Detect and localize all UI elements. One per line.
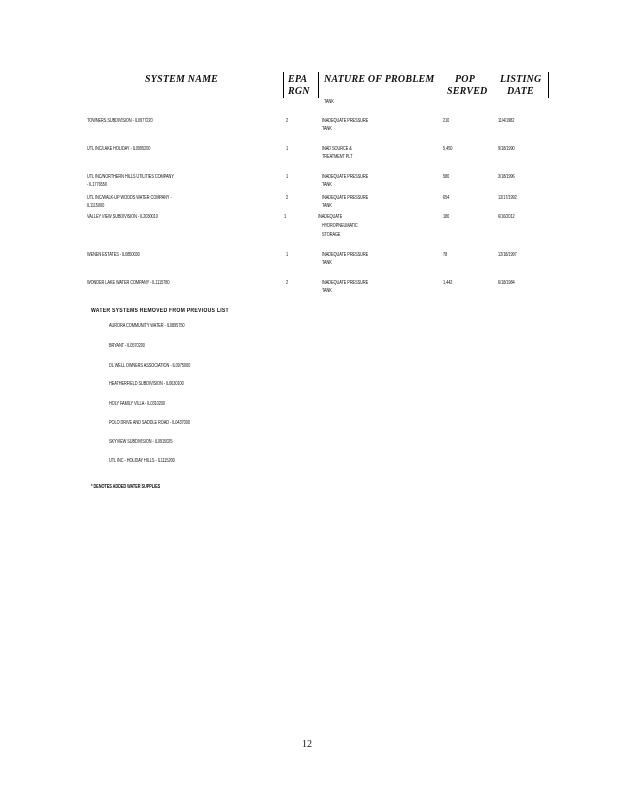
- divider-right: [548, 72, 549, 98]
- row-nature-line2: TANK: [322, 288, 332, 294]
- row-nature: INADEQUATE PRESSURE: [322, 252, 369, 258]
- row-rgn: 1: [286, 252, 289, 258]
- header-epa-rgn-line1: EPA: [288, 74, 308, 85]
- header-pop-line1: POP: [455, 74, 476, 85]
- row-pop: 1,442: [443, 280, 453, 286]
- row-nature: INADEQUATE PRESSURE: [322, 195, 369, 201]
- row-pop: 580: [443, 174, 450, 180]
- removed-list-item: AURORA COMMUNITY WATER - IL0895750: [109, 323, 185, 329]
- row-pop: 78: [443, 252, 448, 258]
- removed-list-item: POLO DRIVE AND SADDLE ROAD - IL0437000: [109, 420, 190, 426]
- row-pop: 5,450: [443, 146, 453, 152]
- row-system-name: WONDER LAKE WATER COMPANY - IL1115780: [87, 280, 170, 286]
- row-rgn: 2: [286, 195, 289, 201]
- row-date: 12/17/1992: [498, 195, 517, 201]
- removed-list-item: HOLY FAMILY VILLA - IL0310200: [109, 401, 165, 407]
- row-date: 6/16/2012: [498, 214, 515, 220]
- removed-list-item: BRYANT - IL0570200: [109, 343, 145, 349]
- header-nature-of-problem: NATURE OF PROBLEM: [324, 74, 435, 85]
- footnote-added-supplies: * DENOTES ADDED WATER SUPPLIES: [91, 484, 161, 490]
- divider-left: [283, 72, 284, 98]
- row-nature-line2: HYDROPNEUMATIC: [322, 223, 358, 229]
- row-date: 11/4/1982: [498, 118, 515, 124]
- row-rgn: 2: [286, 118, 289, 124]
- header-listing-line1: LISTING: [500, 74, 542, 85]
- row-nature-line2: TANK: [322, 260, 332, 266]
- row-pop: 180: [443, 214, 450, 220]
- page-number: 12: [302, 739, 312, 750]
- row-system-name: TOWNERS SUBDIVISION - IL0977220: [87, 118, 153, 124]
- row-pop: 210: [443, 118, 450, 124]
- header-pop-line2: SERVED: [447, 86, 488, 97]
- row-system-name: UTL INC/LAKE HOLIDAY - IL0995200: [87, 146, 151, 152]
- row-system-name: WENEN ESTATES - IL0850030: [87, 252, 140, 258]
- row-pop: 654: [443, 195, 450, 201]
- row-rgn: 1: [284, 214, 287, 220]
- header-system-name: SYSTEM NAME: [145, 74, 219, 85]
- removed-section-title: WATER SYSTEMS REMOVED FROM PREVIOUS LIST: [91, 308, 229, 314]
- row-nature-line3: STORAGE: [322, 232, 341, 238]
- header-listing-line2: DATE: [507, 86, 534, 97]
- row-date: 12/18/1997: [498, 252, 517, 258]
- row-system-name: VALLEY VIEW SUBDIVISION - IL2030010: [87, 214, 158, 220]
- row-nature-line2: TANK: [322, 203, 332, 209]
- row-nature: INADEQUATE PRESSURE: [322, 174, 369, 180]
- top-fragment-text: TANK: [324, 99, 334, 105]
- removed-list-item: HEATHERFIELD SUBDIVISION - IL0630100: [109, 381, 184, 387]
- row-rgn: 1: [286, 174, 289, 180]
- row-nature: INADEQUATE PRESSURE: [322, 118, 369, 124]
- row-nature: INAD SOURCE &: [322, 146, 352, 152]
- row-system-name-line2: - IL1776550: [87, 182, 107, 188]
- row-nature-line2: TREATMENT PLT: [322, 154, 353, 160]
- row-rgn: 2: [286, 280, 289, 286]
- removed-list-item: SKYVIEW SUBDIVISION - IL0915025: [109, 439, 173, 445]
- row-date: 3/18/1996: [498, 174, 515, 180]
- row-nature: INADEQUATE PRESSURE: [322, 280, 369, 286]
- removed-list-item: UTL INC - HOLIDAY HILLS - IL1115200: [109, 458, 175, 464]
- row-nature-line2: TANK: [322, 126, 332, 132]
- row-date: 9/18/1990: [498, 146, 515, 152]
- row-nature: INADEQUATE: [318, 214, 343, 220]
- row-system-name-line2: IL1115000: [87, 203, 105, 209]
- row-rgn: 1: [286, 146, 289, 152]
- header-epa-rgn-line2: RGN: [288, 86, 310, 97]
- row-system-name: UTL INC/WALK-UP WOODS WATER COMPANY -: [87, 195, 172, 201]
- divider-mid: [318, 72, 319, 98]
- removed-list-item: DL WELL OWNERS ASSOCIATION - IL0975000: [109, 363, 191, 369]
- row-system-name: UTL INC/NORTHERN HILLS UTILITIES COMPANY: [87, 174, 174, 180]
- row-nature-line2: TANK: [322, 182, 332, 188]
- row-date: 6/18/1984: [498, 280, 515, 286]
